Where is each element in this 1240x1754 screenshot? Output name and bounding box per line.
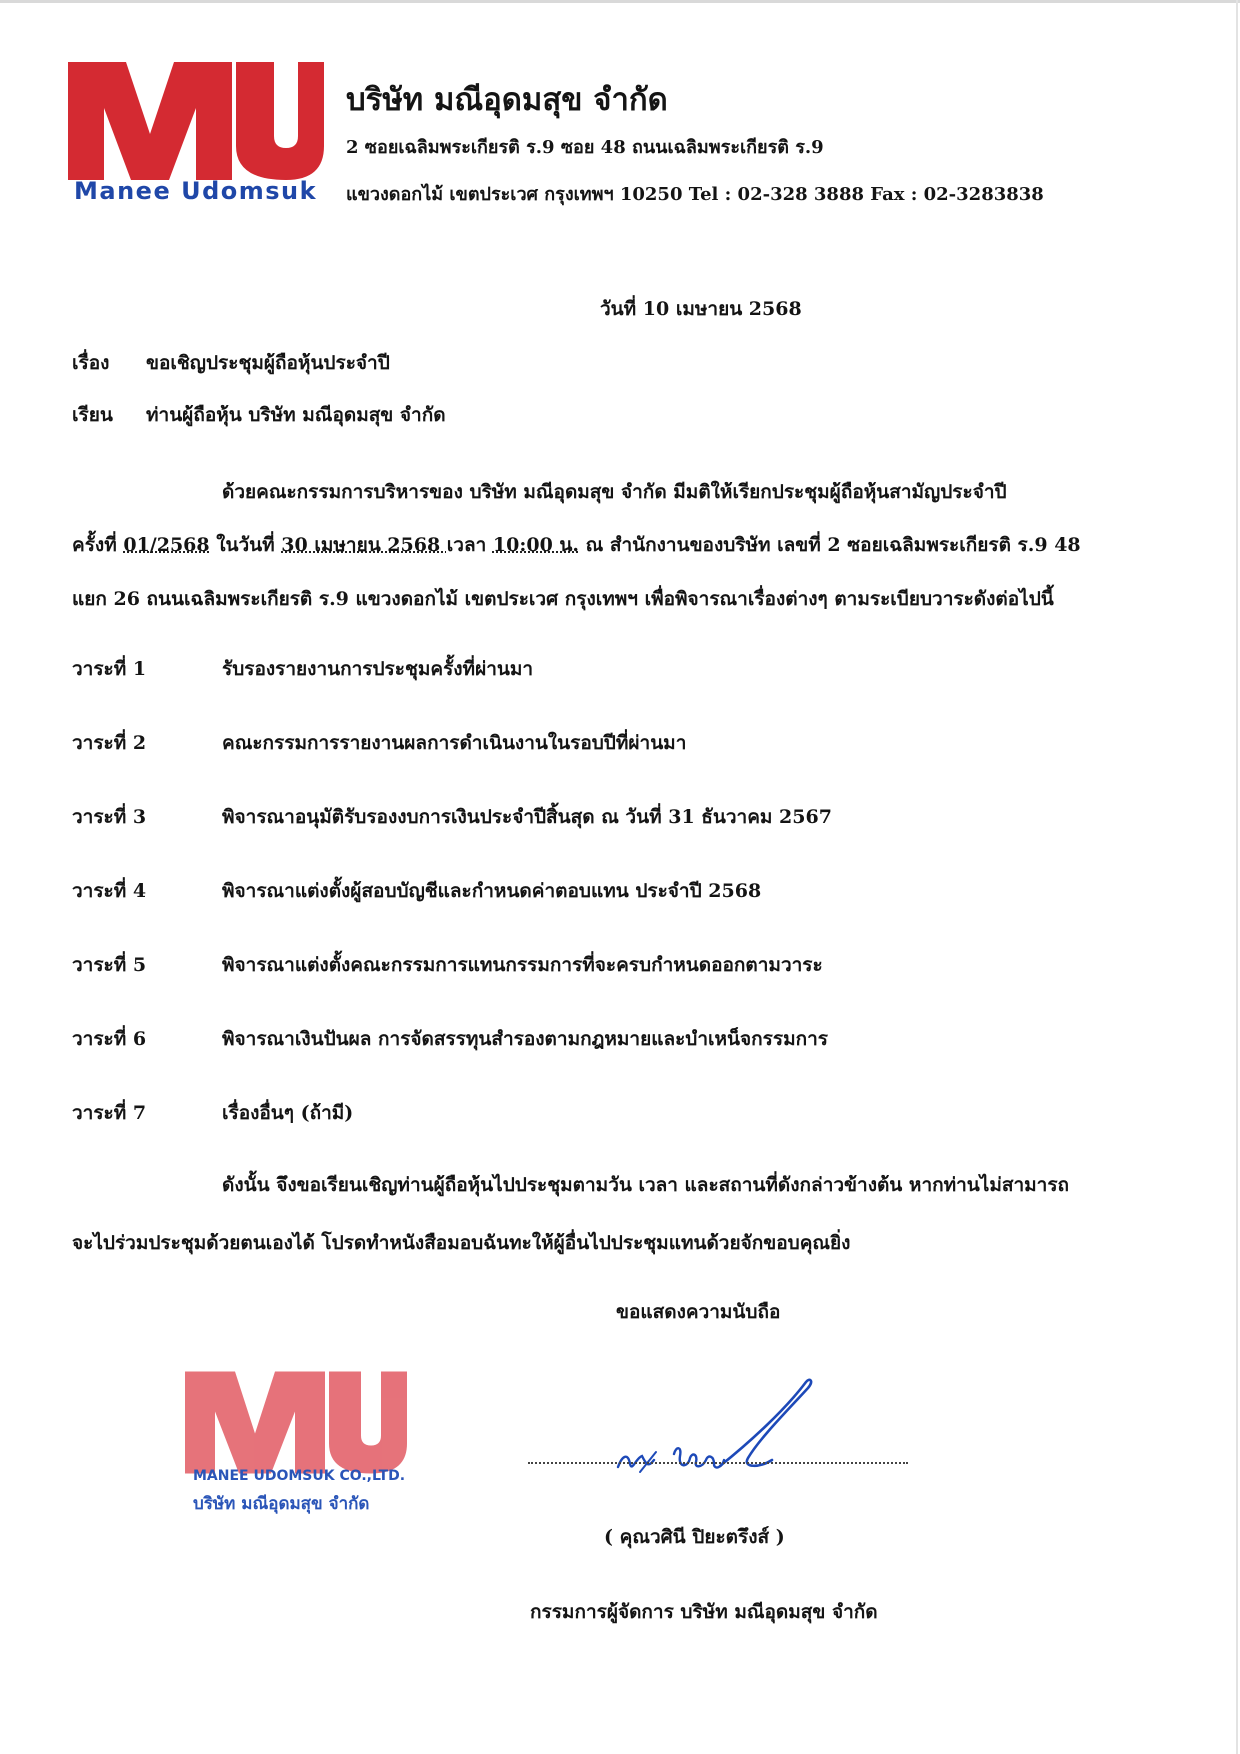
agenda-item (72, 654, 1172, 684)
meeting-time-prefix: เวลา (446, 534, 493, 556)
agenda-item (72, 728, 1172, 758)
proxy-paragraph-line1: ดังนั้น จึงขอเรียนเชิญท่านผู้ถือหุ้นไปประชุมตามวัน เวลา และสถานที่ดังกล่าวข้างต้น หากท่านไม่สามารถ (222, 1174, 1070, 1196)
invitation-paragraph-line3: แยก 26 ถนนเฉลิมพระเกียรติ ร.9 แขวงดอกไม้ เขตประเวศ กรุงเทพฯ เพื่อพิจารณาเรื่องต่างๆ ตามระเบียบวาระดังต่อไปนี้ (72, 588, 1054, 610)
signature-line (528, 1462, 908, 1464)
page-edge-top (0, 0, 1240, 3)
company-name: บริษัท มณีอุดมสุข จำกัด (346, 82, 668, 118)
letter-date: วันที่ 10 เมษายน 2568 (600, 298, 802, 320)
agenda-number: วาระที่ 2 (72, 732, 147, 754)
meeting-no-prefix: ครั้งที่ (72, 534, 124, 556)
proxy-paragraph-line2: จะไปร่วมประชุมด้วยตนเองได้ โปรดทำหนังสือมอบฉันทะให้ผู้อื่นไปประชุมแทนด้วยจักขอบคุณยิ่ง (72, 1232, 851, 1254)
invitation-paragraph-line1: ด้วยคณะกรรมการบริหารของ บริษัท มณีอุดมสุข จำกัด มีมติให้เรียกประชุมผู้ถือหุ้นสามัญประจำปี (222, 481, 1007, 503)
agenda-item (72, 802, 1172, 832)
agenda-text: พิจารณาแต่งตั้งคณะกรรมการแทนกรรมการที่จะครบกำหนดออกตามวาระ (222, 954, 823, 976)
agenda-text: พิจารณาอนุมัติรับรองงบการเงินประจำปีสิ้นสุด ณ วันที่ 31 ธันวาคม 2567 (222, 806, 832, 828)
agenda-item (72, 1098, 1172, 1128)
subject-label: เรื่อง (72, 352, 110, 374)
agenda-number: วาระที่ 4 (72, 880, 147, 902)
closing-salutation: ขอแสดงความนับถือ (616, 1301, 781, 1323)
signer-title: กรรมการผู้จัดการ บริษัท มณีอุดมสุข จำกัด (530, 1601, 878, 1623)
agenda-text: รับรองรายงานการประชุมครั้งที่ผ่านมา (222, 658, 534, 680)
recipient-text: ท่านผู้ถือหุ้น บริษัท มณีอุดมสุข จำกัด (146, 404, 446, 426)
meeting-date-prefix: ในวันที่ (209, 534, 282, 556)
signature (610, 1372, 840, 1502)
agenda-text: พิจารณาเงินปันผล การจัดสรรทุนสำรองตามกฎหมายและบำเหน็จกรรมการ (222, 1028, 828, 1050)
company-address-line1: 2 ซอยเฉลิมพระเกียรติ ร.9 ซอย 48 ถนนเฉลิมพระเกียรติ ร.9 (346, 137, 824, 158)
agenda-number: วาระที่ 1 (72, 658, 147, 680)
subject-text: ขอเชิญประชุมผู้ถือหุ้นประจำปี (146, 352, 390, 374)
logo-caption: Manee Udomsuk (74, 177, 318, 205)
agenda-item (72, 950, 1172, 980)
company-logo (68, 62, 324, 180)
invitation-paragraph-line2 (72, 530, 1081, 560)
agenda-number: วาระที่ 3 (72, 806, 147, 828)
agenda-item (72, 876, 1172, 906)
stamp-english-name: MANEE UDOMSUK CO.,LTD. (193, 1468, 406, 1484)
page-edge-right (1236, 0, 1238, 1754)
agenda-text: คณะกรรมการรายงานผลการดำเนินงานในรอบปีที่ผ่านมา (222, 732, 687, 754)
stamp-thai-name: บริษัท มณีอุดมสุข จำกัด (193, 1494, 370, 1514)
agenda-number: วาระที่ 6 (72, 1028, 147, 1050)
company-address-line2: แขวงดอกไม้ เขตประเวศ กรุงเทพฯ 10250 Tel : 02-328 3888 Fax : 02-3283838 (346, 184, 1044, 205)
meeting-date: 30 เมษายน 2568 (281, 534, 447, 556)
meeting-location: ณ สำนักงานของบริษัท เลขที่ 2 ซอยเฉลิมพระเกียรติ ร.9 48 (579, 534, 1081, 556)
meeting-time: 10:00 น. (492, 534, 580, 556)
agenda-item (72, 1024, 1172, 1054)
recipient-label: เรียน (72, 404, 113, 426)
meeting-number: 01/2568 (123, 534, 210, 556)
signer-name: ( คุณวศินี ปิยะตรึงส์ ) (604, 1526, 785, 1548)
agenda-text: พิจารณาแต่งตั้งผู้สอบบัญชีและกำหนดค่าตอบแทน ประจำปี 2568 (222, 880, 762, 902)
agenda-text: เรื่องอื่นๆ (ถ้ามี) (222, 1102, 354, 1124)
agenda-number: วาระที่ 7 (72, 1102, 147, 1124)
agenda-number: วาระที่ 5 (72, 954, 147, 976)
